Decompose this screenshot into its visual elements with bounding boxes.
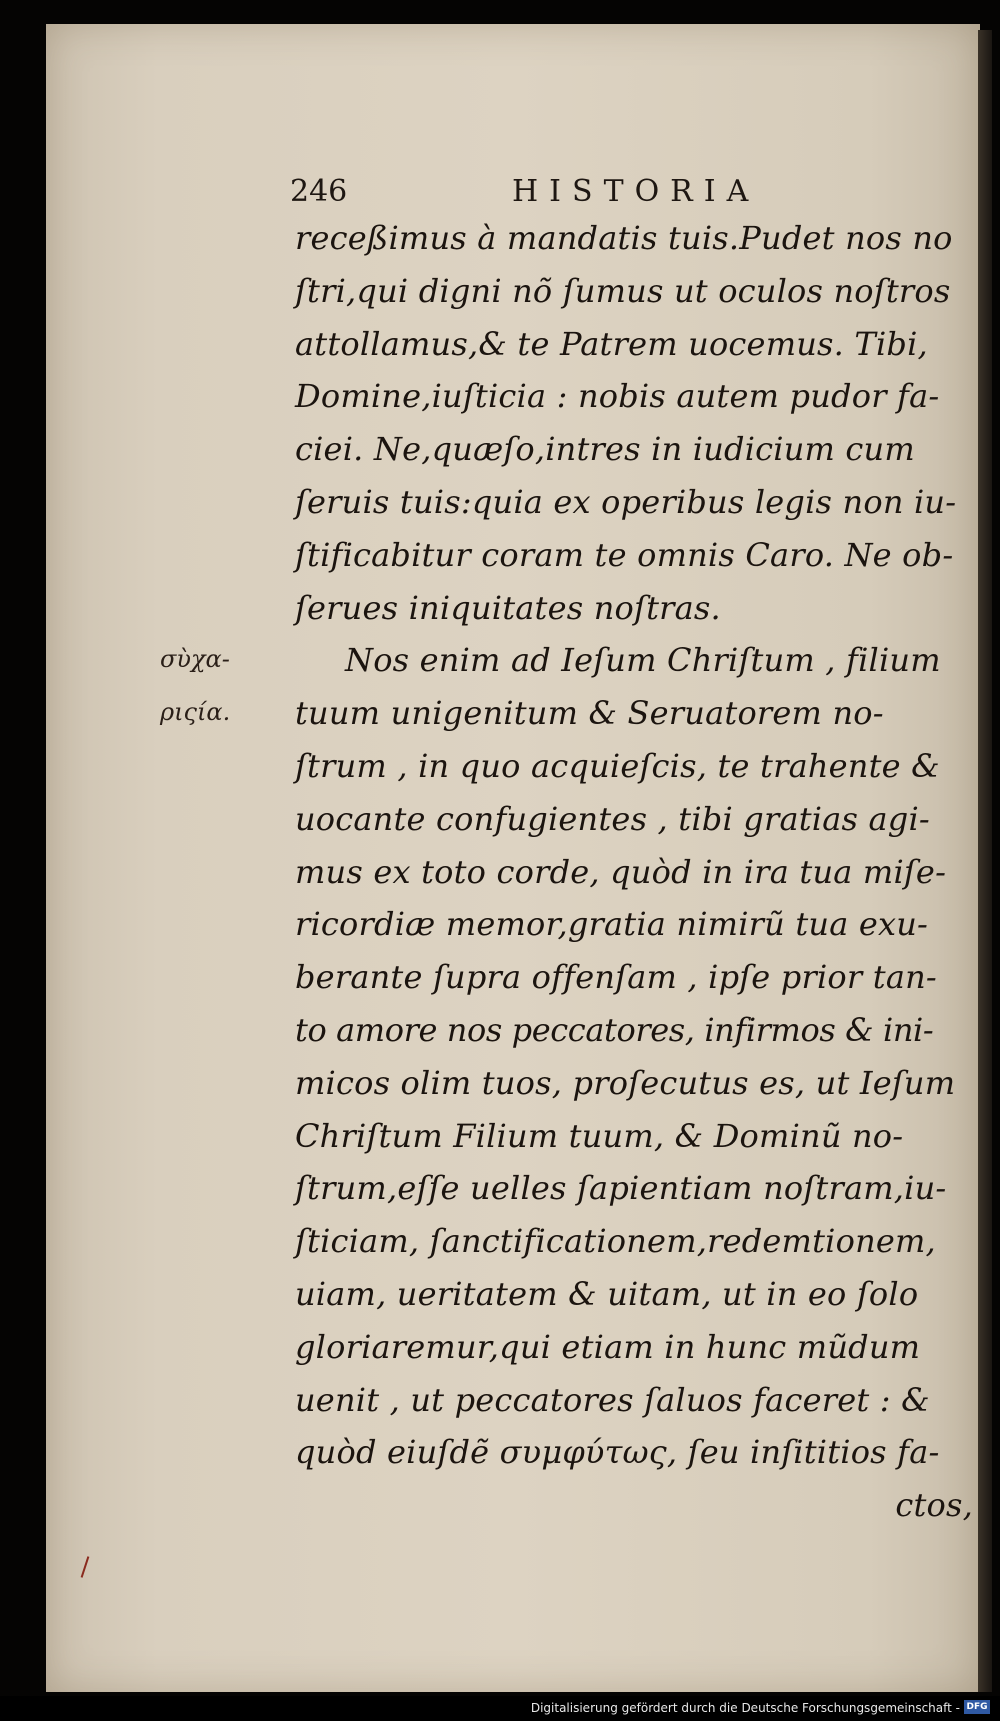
marginal-note-line: ριςία. <box>160 697 231 726</box>
body-text <box>295 212 977 1532</box>
text-line: Domine,iuſticia : nobis autem pudor fa- <box>295 377 940 416</box>
text-line: mus ex toto corde, quòd in ira tua miſe- <box>295 852 947 891</box>
text-line: attollamus,& te Patrem uocemus. Tibi, <box>295 324 928 363</box>
page-edge <box>978 30 992 1692</box>
text-line: micos olim tuos, proſecutus es, ut Ieſum <box>295 1063 956 1102</box>
text-line: ſtri,qui digni nõ ſumus ut oculos noſtros <box>295 271 951 310</box>
page-header <box>290 172 790 216</box>
text-line: ſeruis tuis:quia ex operibus legis non iu- <box>295 482 957 521</box>
text-line: tuum unigenitum & Seruatorem no- <box>295 694 884 733</box>
text-line: uiam, ueritatem & uitam, ut in eo ſolo <box>295 1274 919 1313</box>
text-line: quòd eiuſdẽ συμφύτως, ſeu inſititios fa- <box>295 1433 940 1472</box>
page-number: 246 <box>290 174 348 209</box>
text-line: ricordiæ memor,gratia nimirũ tua exu- <box>295 905 929 944</box>
text-line: uocante confugientes , tibi gratias agi- <box>295 799 930 838</box>
text-line: ſticiam, ſanctificationem,redemtionem, <box>295 1222 936 1261</box>
text-line: ſerues iniquitates noſtras. <box>295 588 721 627</box>
dfg-logo: DFG <box>964 1700 990 1714</box>
text-line: ſtrum , in quo acquieſcis, te trahente & <box>295 746 940 785</box>
marginal-note <box>160 633 270 739</box>
text-line: Chriſtum Filium tuum, & Dominũ no- <box>295 1116 904 1155</box>
text-line: gloriaremur,qui etiam in hunc mũdum <box>295 1327 921 1366</box>
text-line: ciei. Ne,quæſo,intres in iudicium cum <box>295 430 915 469</box>
text-line: uenit , ut peccatores ſaluos faceret : & <box>295 1380 930 1419</box>
text-line: berante ſupra offenſam , ipſe prior tan- <box>295 958 937 997</box>
text-line: receßimus à mandatis tuis.Pudet nos no <box>295 219 953 257</box>
marginal-note-line: σὺχα- <box>160 645 230 673</box>
running-title: HISTORIA <box>512 174 760 209</box>
text-line: ſtificabitur coram te omnis Caro. Ne ob- <box>295 535 954 574</box>
text-line: Nos enim ad Ieſum Chriſtum , filium <box>345 641 941 680</box>
text-line: to amore nos peccatores, infirmos & ini- <box>295 1010 934 1049</box>
catchword: ctos, <box>895 1486 973 1525</box>
digitization-credit: Digitalisierung gefördert durch die Deutsche Forschungsgemeinschaft - <box>530 1701 960 1715</box>
text-line: ſtrum,eſſe uelles ſapientiam noſtram,iu- <box>295 1169 947 1208</box>
